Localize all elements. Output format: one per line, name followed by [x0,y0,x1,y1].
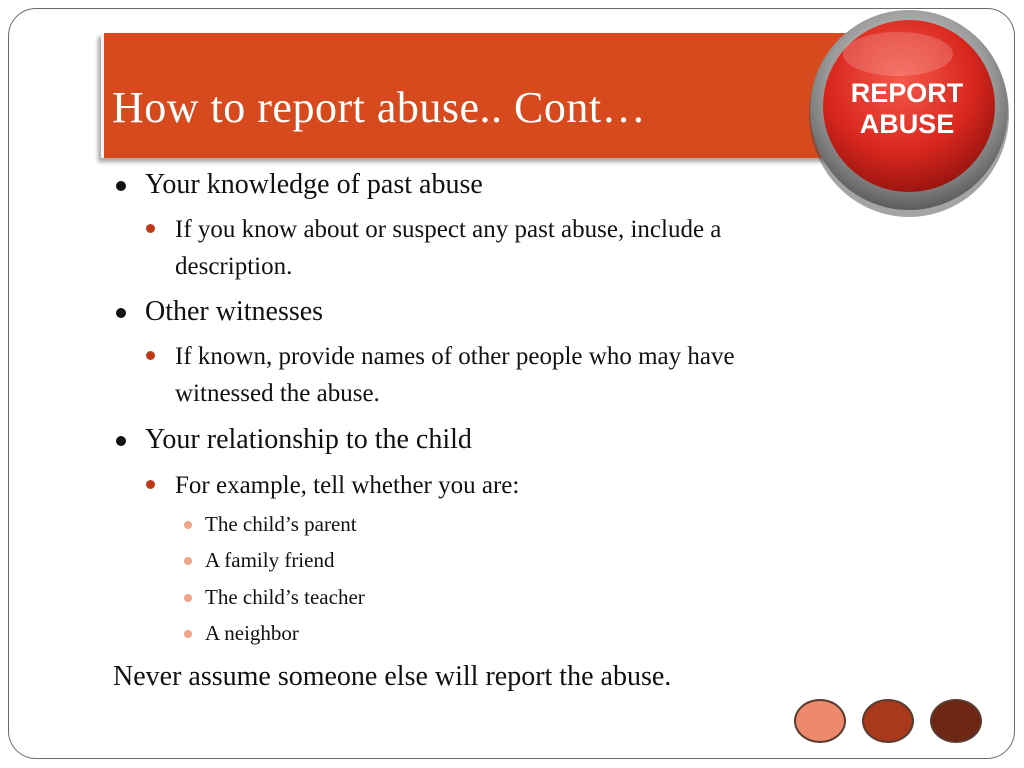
sub-sub-bullet-marker [184,594,192,602]
sub-bullet-marker [146,224,155,233]
badge-highlight [843,32,953,76]
sub-bullet-past-abuse-l2: description. [175,253,293,280]
bullet-marker [116,308,126,318]
badge-text-line1: REPORT [850,78,964,108]
sub-bullet-witnesses-l1: If known, provide names of other people who may have [175,343,735,370]
bullet-relationship: Your relationship to the child [145,424,472,455]
bullet-marker [116,436,126,446]
relationship-item: A family friend [205,548,335,572]
relationship-item: The child’s teacher [205,585,365,609]
sub-bullet-marker [146,351,155,360]
bullet-past-abuse: Your knowledge of past abuse [145,169,483,200]
badge-text-line2: ABUSE [859,109,955,139]
sub-bullet-marker [146,480,155,489]
bullet-marker [116,181,126,191]
decorative-dot-medium [862,699,914,743]
sub-sub-bullet-marker [184,630,192,638]
sub-bullet-witnesses-l2: witnessed the abuse. [175,380,380,407]
decorative-dot-light [794,699,846,743]
relationship-item: A neighbor [205,621,299,645]
sub-sub-bullet-marker [184,521,192,529]
sub-bullet-past-abuse-l1: If you know about or suspect any past abuse, include a [175,216,722,243]
bullet-other-witnesses: Other witnesses [145,296,324,327]
relationship-item: The child’s parent [205,512,357,536]
report-abuse-badge [806,4,1012,218]
sub-bullet-relationship: For example, tell whether you are: [175,472,520,499]
sub-sub-bullet-marker [184,557,192,565]
decorative-dot-dark [930,699,982,743]
slide-title: How to report abuse.. Cont… [112,83,647,132]
closing-statement: Never assume someone else will report the abuse. [113,661,672,692]
